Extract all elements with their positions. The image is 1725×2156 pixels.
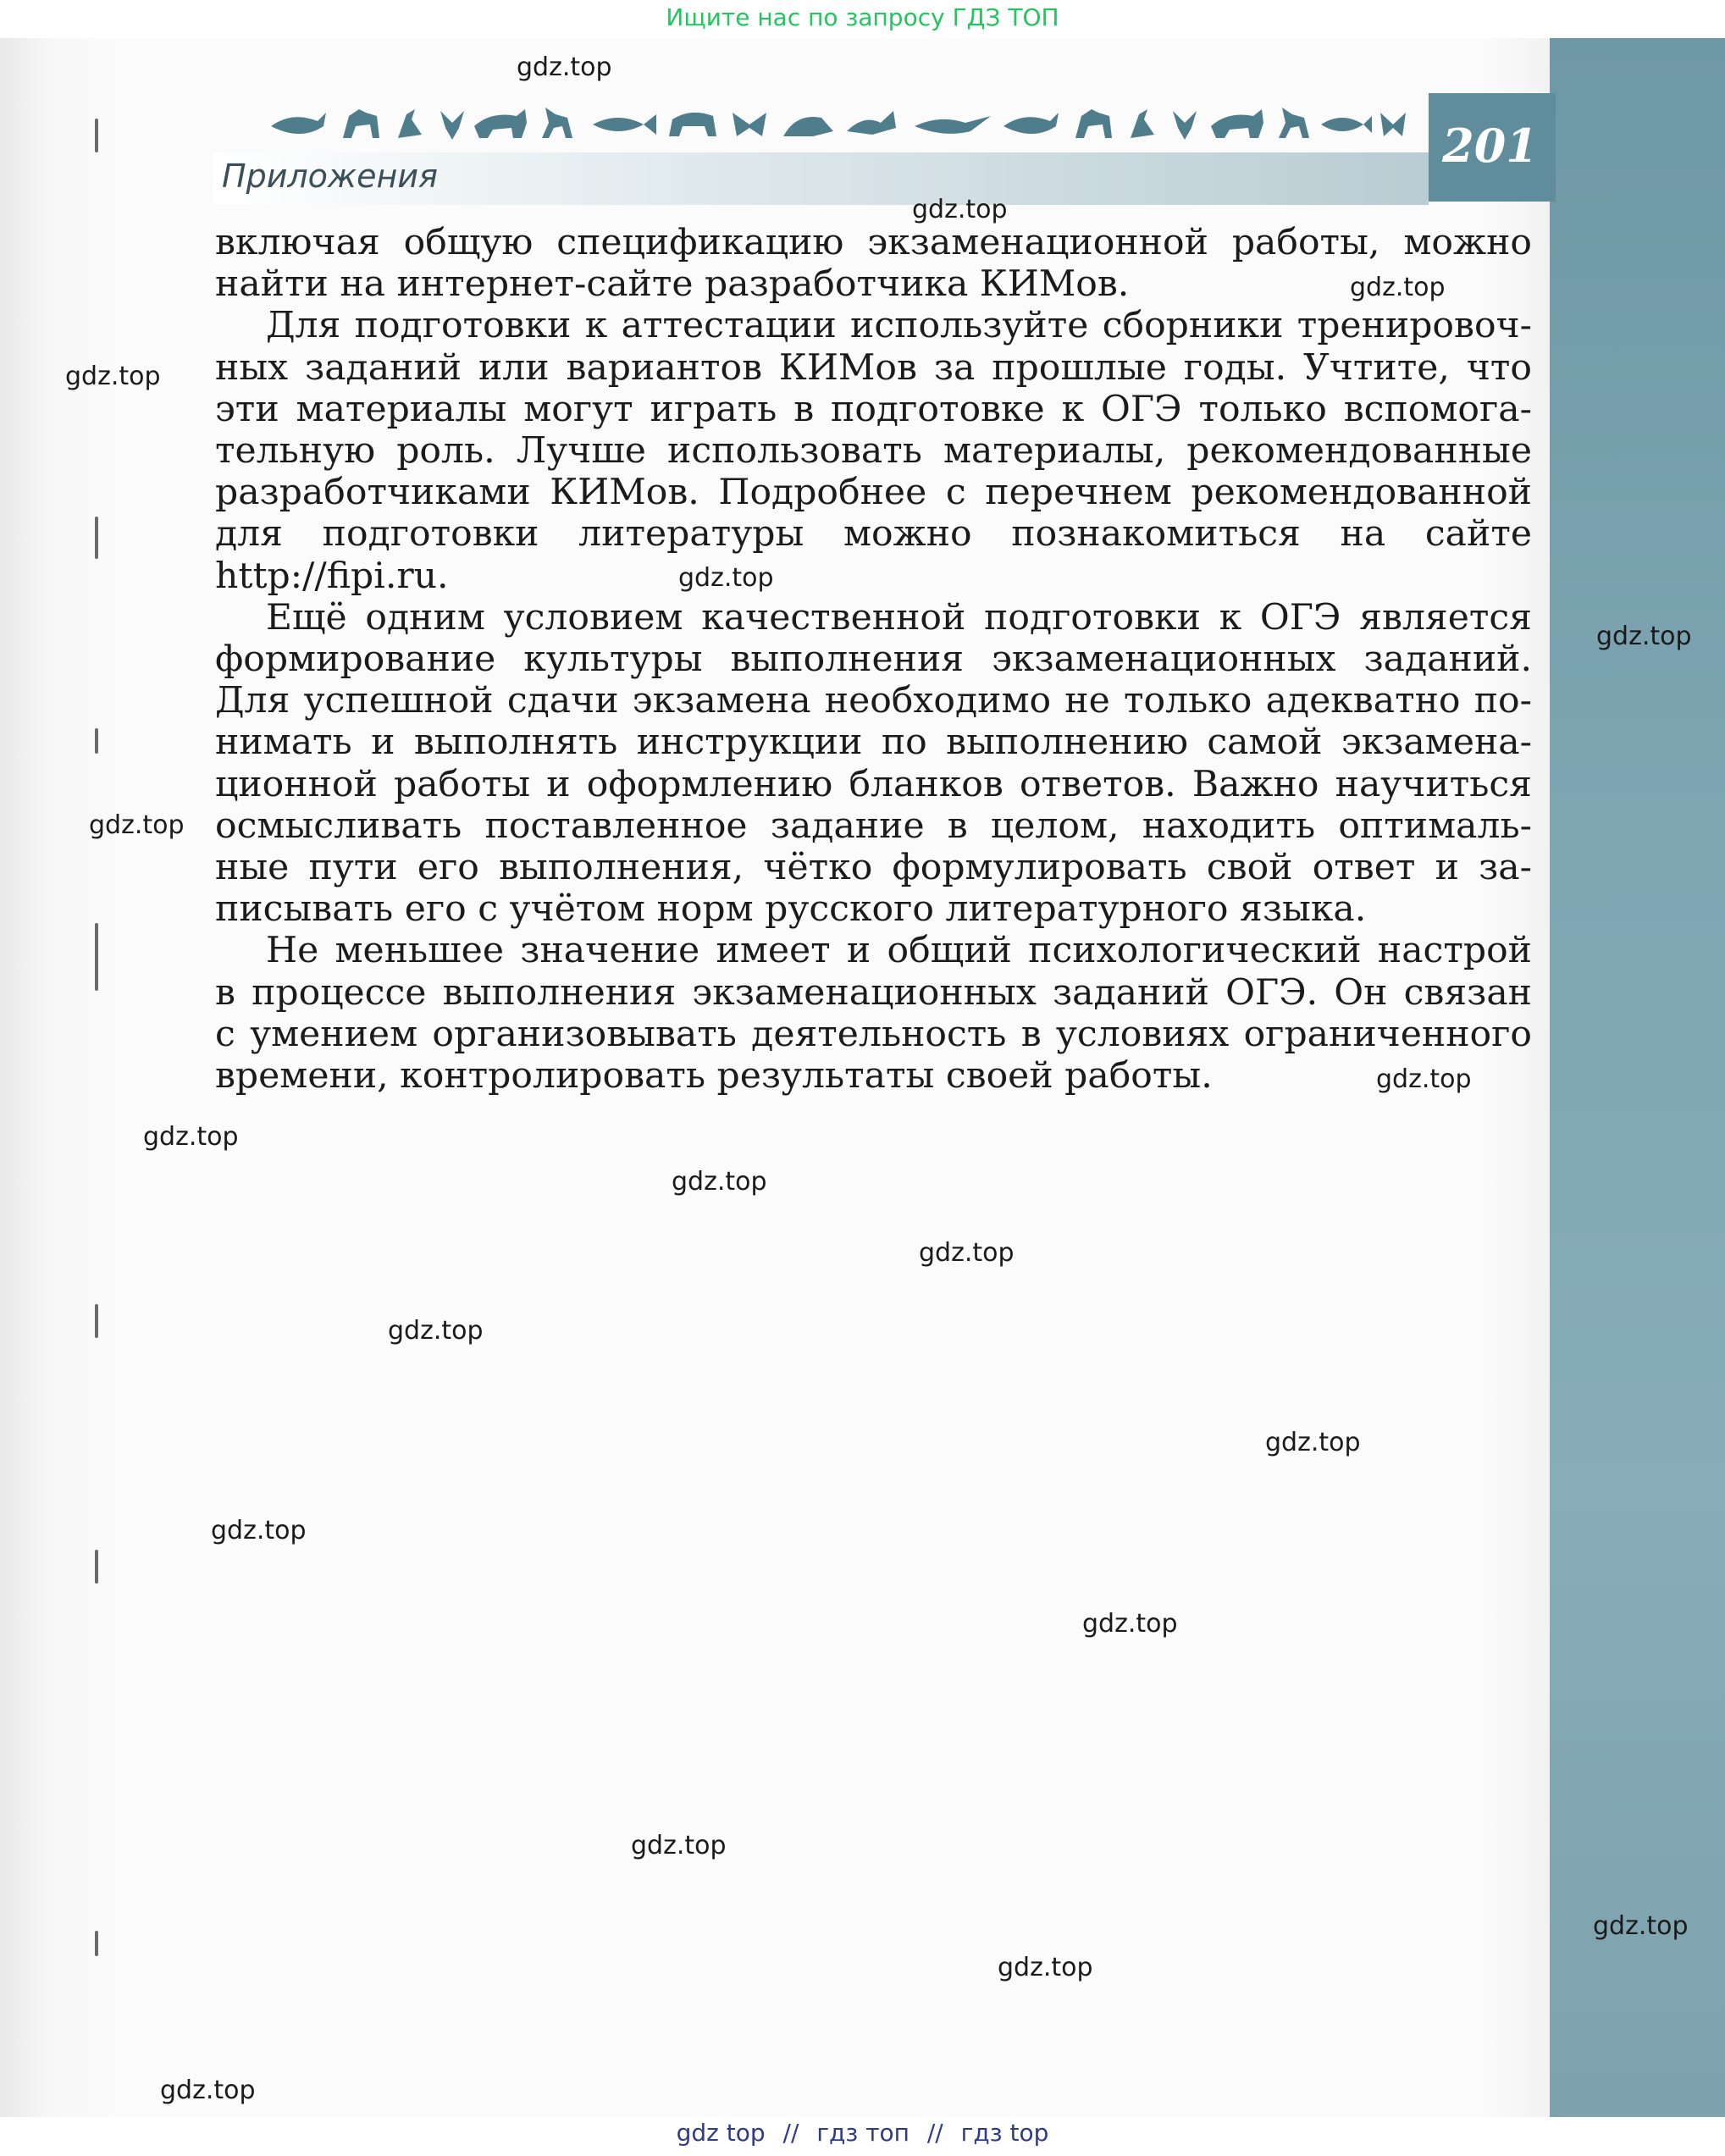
- beast-silhouette-icon: [1211, 109, 1263, 138]
- text-line: в процессе выполнения экзаменационных заданий ОГЭ. Он связан: [215, 971, 1532, 1014]
- text-line: тельную роль. Лучше использовать материалы, рекомендованные: [215, 430, 1532, 473]
- footer-link-gdz-top[interactable]: gdz top: [676, 2119, 766, 2147]
- text-line: с умением организовывать деятельность в условиях ограниченного: [215, 1013, 1532, 1055]
- spine-thread-mark: [95, 923, 98, 991]
- footer-link-gdz-top-mixed[interactable]: гдз top: [960, 2119, 1049, 2147]
- text-line: Ещё одним условием качественной подготовки к ОГЭ является: [266, 596, 1532, 639]
- watermark-text: gdz.top: [631, 1831, 727, 1860]
- watermark-text: gdz.top: [143, 1122, 239, 1152]
- lizard-silhouette-icon: [915, 116, 991, 134]
- butterfly-silhouette-icon: [733, 113, 766, 136]
- text-line: найти на интернет-сайте разработчика КИМов.: [215, 263, 1130, 306]
- text-line: писывать его с учётом норм русского литературного языка.: [215, 888, 1367, 931]
- watermark-text: gdz.top: [388, 1316, 484, 1346]
- bird-silhouette-icon: [398, 109, 422, 138]
- text-line: ных заданий или вариантов КИМов за прошлые годы. Учтите, что: [215, 346, 1532, 389]
- text-line: эти материалы могут играть в подготовке к ОГЭ только вспомога-: [215, 388, 1532, 430]
- watermark-text: gdz.top: [517, 53, 612, 82]
- watermark-text: gdz.top: [919, 1238, 1015, 1268]
- watermark-text: gdz.top: [160, 2076, 256, 2105]
- watermark-text: gdz.top: [211, 1516, 307, 1545]
- beast-silhouette-icon: [474, 109, 527, 138]
- text-line: осмысливать поставленное задание в целом, находить оптималь-: [215, 804, 1532, 847]
- spine-thread-mark: [95, 1550, 98, 1584]
- insect-silhouette-icon: [440, 111, 464, 140]
- spine-thread-mark: [95, 1304, 98, 1338]
- watermark-text: gdz.top: [1376, 1064, 1472, 1094]
- watermark-text: gdz.top: [1082, 1609, 1178, 1639]
- scorpion-silhouette-icon: [847, 111, 896, 135]
- watermark-text: gdz.top: [1596, 622, 1692, 651]
- text-line: для подготовки литературы можно познакомиться на сайте: [215, 513, 1532, 556]
- fish-silhouette-icon: [1321, 116, 1372, 133]
- page-number: 201: [1442, 119, 1538, 173]
- text-line: формирование культуры выполнения экзаменационных заданий.: [215, 639, 1532, 681]
- text-line: Для успешной сдачи экзамена необходимо не только адекватно по-: [215, 680, 1532, 722]
- text-line: ные пути его выполнения, чётко формулировать свой ответ и за-: [215, 847, 1532, 889]
- bear-silhouette-icon: [669, 113, 716, 136]
- spine-thread-mark: [95, 1931, 98, 1956]
- butterfly-silhouette-icon: [1380, 113, 1406, 136]
- text-line: ционной работы и оформлению бланков ответов. Важно научиться: [215, 763, 1532, 805]
- search-banner[interactable]: Ищите нас по запросу ГДЗ ТОП: [666, 3, 1059, 31]
- insect-silhouette-icon: [1173, 111, 1197, 140]
- animal-frieze: [271, 97, 1414, 148]
- bird-silhouette-icon: [1131, 109, 1154, 138]
- watermark-text: gdz.top: [1265, 1428, 1361, 1457]
- spine-thread-mark: [95, 119, 98, 152]
- watermark-text: gdz.top: [998, 1953, 1093, 1982]
- footer-separator: //: [926, 2119, 943, 2147]
- spine-thread-mark: [95, 517, 98, 559]
- footer-link-gdz-top-ru[interactable]: гдз топ: [816, 2119, 909, 2147]
- deer-silhouette-icon: [1279, 108, 1309, 138]
- deer-silhouette-icon: [542, 108, 572, 138]
- body-text: [215, 222, 1532, 1097]
- watermark-text: gdz.top: [912, 195, 1008, 224]
- text-line: разработчиками КИМов. Подробнее с перечнем рекомендованной: [215, 472, 1532, 514]
- text-line: времени, контролировать результаты своей работы.: [215, 1055, 1213, 1097]
- whale-silhouette-icon: [271, 113, 326, 134]
- watermark-text: gdz.top: [1350, 273, 1446, 302]
- text-line: Для подготовки к аттестации используйте сборники тренировоч-: [266, 305, 1532, 347]
- text-line: Не меньшее значение имеет и общий психологический настрой: [266, 930, 1532, 972]
- cat-silhouette-icon: [1075, 109, 1112, 138]
- watermark-text: gdz.top: [65, 362, 161, 391]
- watermark-text: gdz.top: [678, 563, 774, 593]
- watermark-text: gdz.top: [89, 810, 185, 840]
- cat-silhouette-icon: [343, 109, 379, 138]
- text-line: нимать и выполнять инструкции по выполнению самой экзамена-: [215, 721, 1532, 764]
- whale-silhouette-icon: [1003, 113, 1059, 134]
- page-edge-strip: [1550, 38, 1725, 2117]
- fish-silhouette-icon: [593, 114, 656, 135]
- spine-thread-mark: [95, 728, 98, 754]
- watermark-text: gdz.top: [1593, 1911, 1689, 1941]
- watermark-text: gdz.top: [672, 1167, 767, 1197]
- footer-separator: //: [782, 2119, 799, 2147]
- frog-silhouette-icon: [783, 117, 833, 136]
- text-line: http://fipi.ru.: [215, 555, 449, 597]
- footer-links: [0, 2119, 1725, 2147]
- text-line: включая общую спецификацию экзаменационной работы, можно: [215, 222, 1532, 263]
- section-title: Приложения: [222, 158, 438, 195]
